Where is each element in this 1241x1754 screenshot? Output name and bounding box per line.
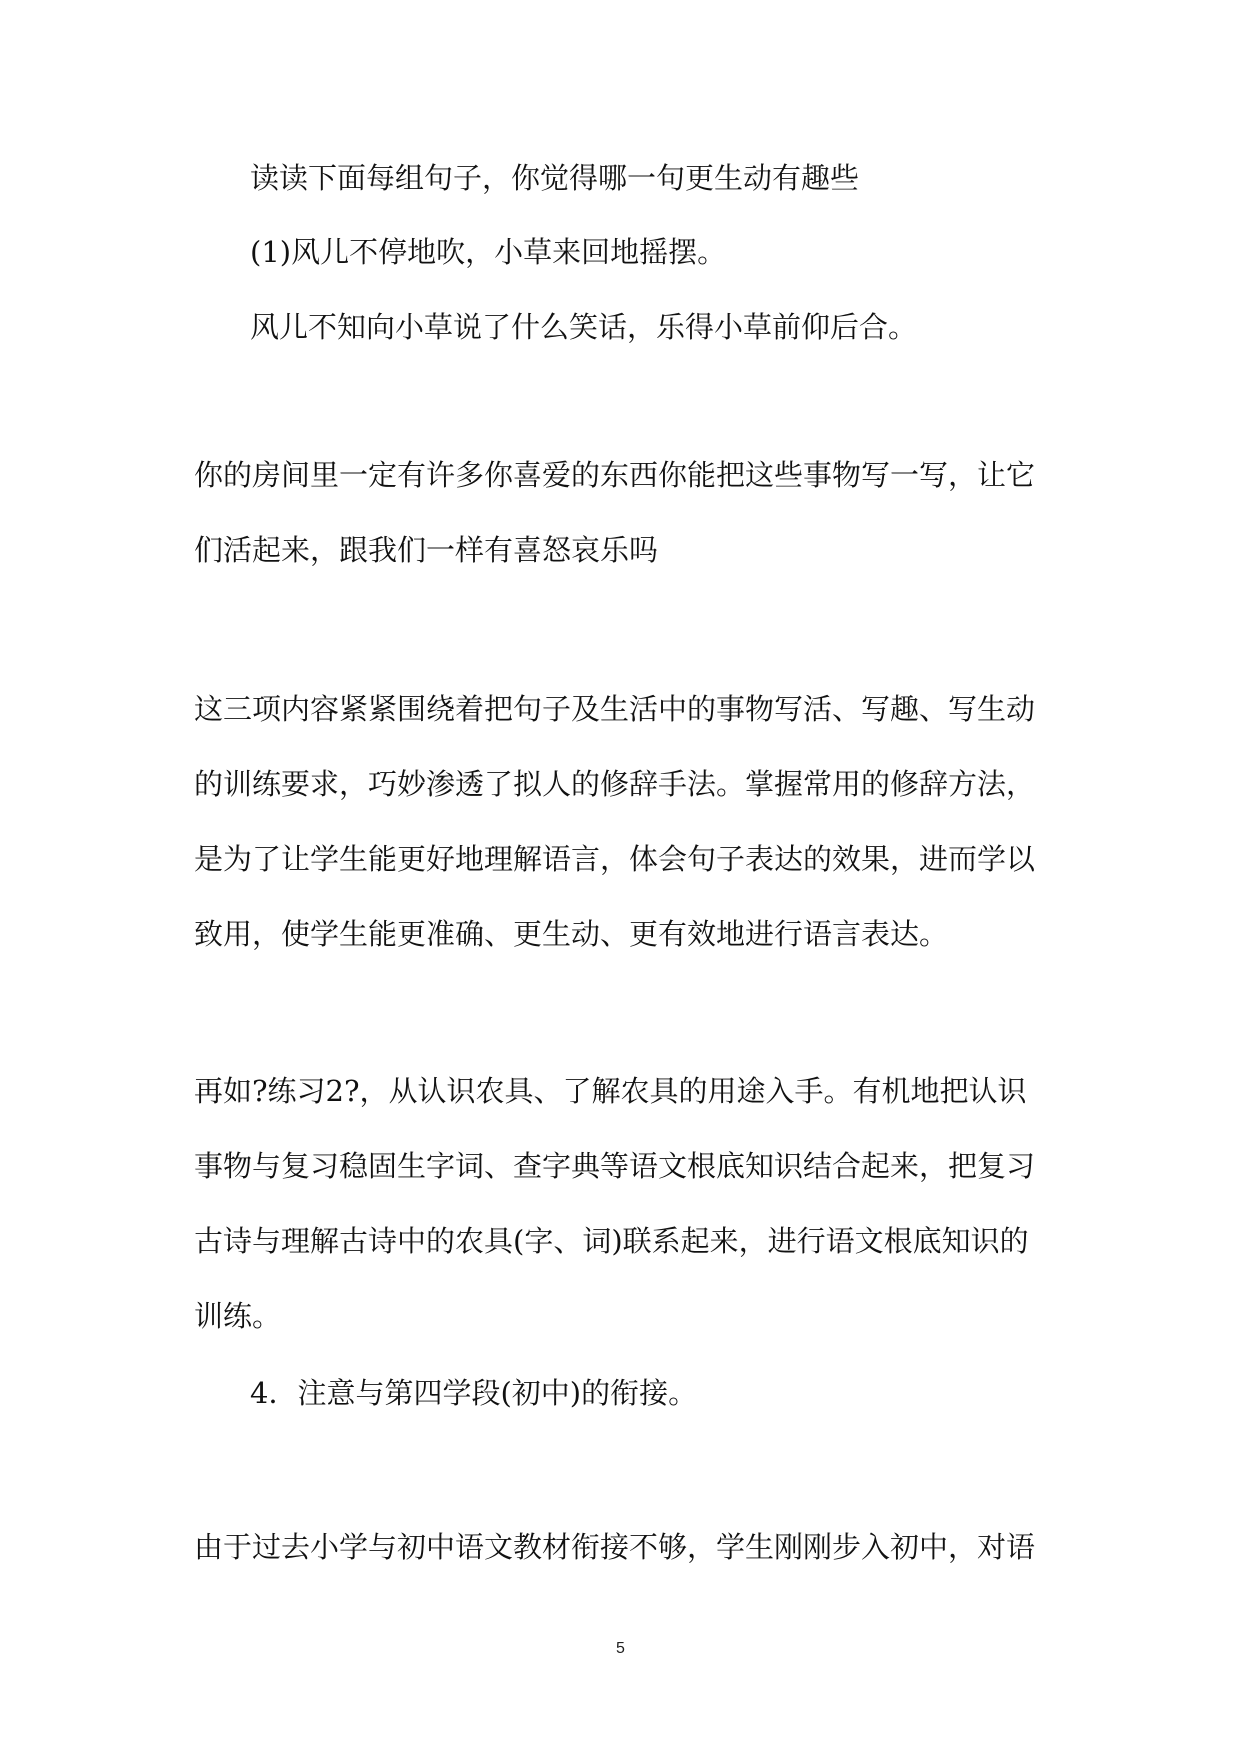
paragraph-example-1-line-1: (1)风儿不停地吹，小草来回地摇摆。: [250, 235, 727, 269]
paragraph-exercise-line-3: 古诗与理解古诗中的农具(字、词)联系起来，进行语文根底知识的: [194, 1224, 1029, 1258]
paragraph-exercise-line-4: 训练。: [194, 1299, 282, 1333]
paragraph-analysis-line-1: 这三项内容紧紧围绕着把句子及生活中的事物写活、写趣、写生动: [194, 692, 1036, 726]
paragraph-example-2-line-1: 风儿不知向小草说了什么笑话，乐得小草前仰后合。: [250, 310, 918, 344]
paragraph-exercise-line-1: 再如?练习2?，从认识农具、了解农具的用途入手。有机地把认识: [194, 1074, 1027, 1108]
page-number: 5: [616, 1640, 625, 1657]
paragraph-analysis-line-4: 致用，使学生能更准确、更生动、更有效地进行语言表达。: [194, 917, 949, 951]
paragraph-analysis-line-2: 的训练要求，巧妙渗透了拟人的修辞手法。掌握常用的修辞方法，: [194, 767, 1036, 801]
paragraph-room-line-2: 们活起来，跟我们一样有喜怒哀乐吗: [194, 533, 659, 567]
paragraph-analysis-line-3: 是为了让学生能更好地理解语言，体会句子表达的效果，进而学以: [194, 842, 1036, 876]
paragraph-exercise-line-2: 事物与复习稳固生字词、查字典等语文根底知识结合起来，把复习: [194, 1149, 1036, 1183]
paragraph-transition-line-1: 由于过去小学与初中语文教材衔接不够，学生刚刚步入初中，对语: [194, 1530, 1036, 1564]
paragraph-room-line-1: 你的房间里一定有许多你喜爱的东西你能把这些事物写一写，让它: [194, 458, 1036, 492]
paragraph-intro-line-1: 读读下面每组句子，你觉得哪一句更生动有趣些: [250, 161, 860, 195]
section-heading-4: 4．注意与第四学段(初中)的衔接。: [250, 1376, 698, 1410]
